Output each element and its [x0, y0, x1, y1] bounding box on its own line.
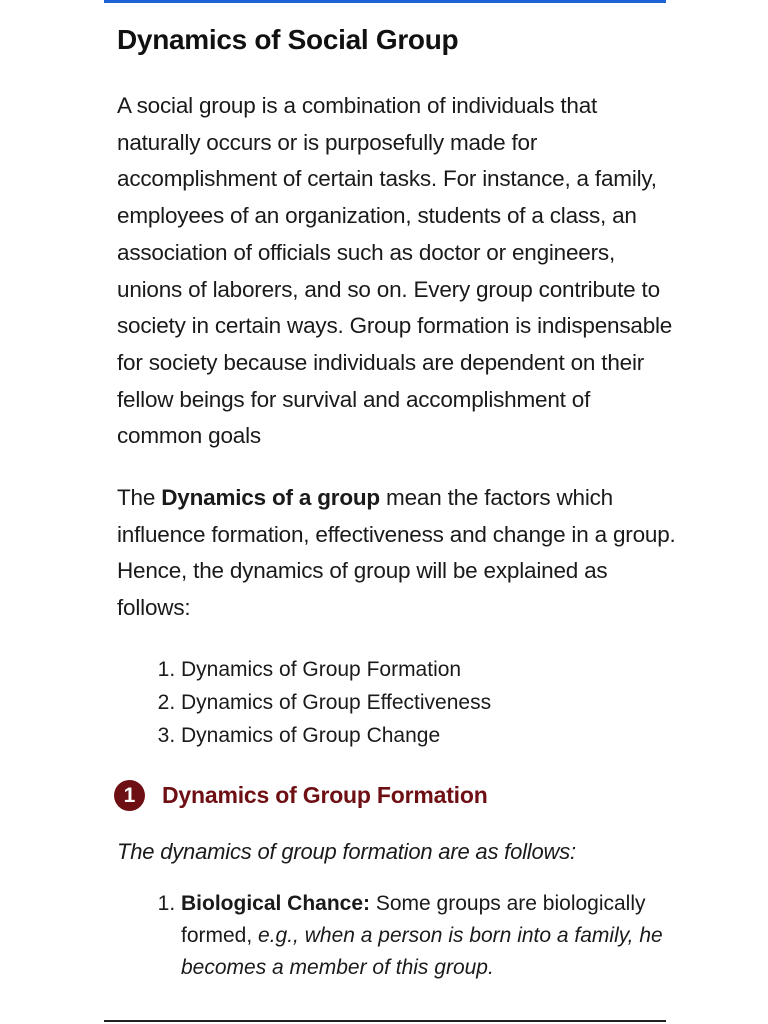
item-text: Some groups are biologically formed,: [181, 891, 646, 947]
topics-list: [117, 653, 677, 752]
section-heading: [117, 774, 677, 818]
section-title: Dynamics of Group Formation: [162, 782, 488, 809]
item-example: e.g., when a person is born into a family, he becomes a member of this group.: [181, 923, 663, 979]
bottom-rule: [104, 1020, 666, 1022]
article: [117, 18, 677, 984]
page-title: Dynamics of Social Group: [117, 24, 459, 55]
list-item: [181, 888, 677, 984]
top-accent-rule: [104, 0, 666, 3]
list-item: 1. Dynamics of Group Formation: [181, 653, 677, 686]
item-term: Biological Chance:: [181, 891, 371, 915]
formation-list: [117, 888, 677, 984]
list-item: 2. Dynamics of Group Effectiveness: [181, 686, 677, 719]
intro-paragraph: A social group is a combination of individuals that naturally occurs or is purposefully made for accomplishment of certain tasks. For instance, a family, employees of an organization, students of a class, an association of officials such as doctor or engineers, unions of laborers, and so on. Every group contribute to society in certain ways. Group formation is indispensable for society because individuals are dependent on their fellow beings for survival and accomplishment of common goals: [117, 93, 673, 449]
dynamics-paragraph: [117, 480, 677, 627]
list-item: 3. Dynamics of Group Change: [181, 719, 677, 752]
dynamics-text-after: mean the factors which influence formation, effectiveness and change in a group. Hence, the dynamics of group will be explained as follows:: [117, 485, 676, 621]
dynamics-text-before: The: [117, 485, 162, 511]
dynamics-term: Dynamics of a group: [161, 485, 380, 511]
section-intro: The dynamics of group formation are as follows:: [117, 838, 576, 864]
number-badge-icon: 1: [114, 780, 145, 811]
